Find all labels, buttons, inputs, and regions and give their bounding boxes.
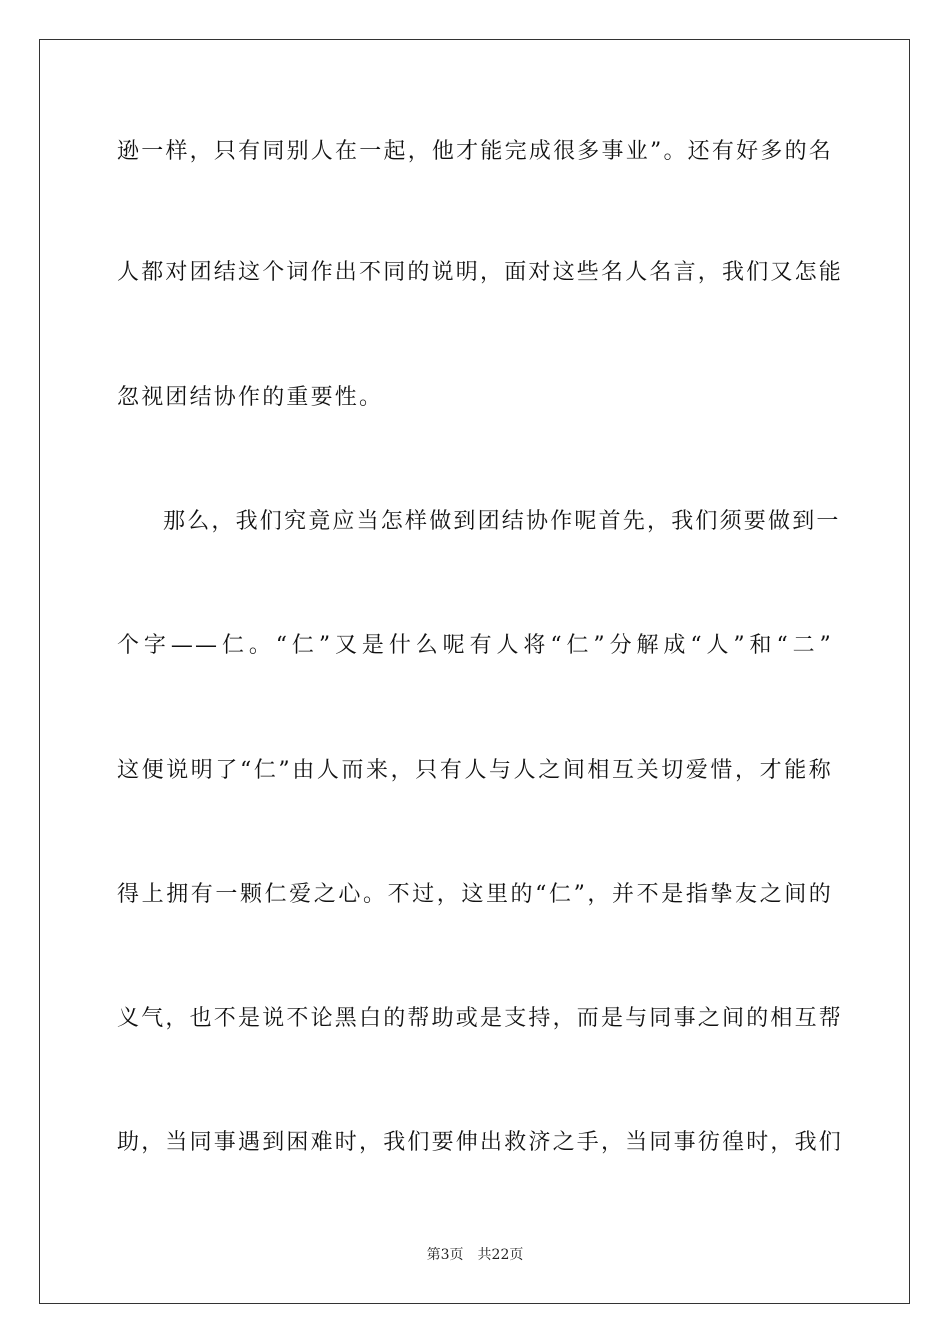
page-number-footer: 第3页 共22页: [426, 1247, 524, 1263]
body-text-line: 这便说明了“仁”由人而来，只有人与人之间相互关切爱惜，才能称: [117, 758, 833, 783]
body-text-line: 得上拥有一颗仁爱之心。不过，这里的“仁”，并不是指挚友之间的: [117, 882, 833, 907]
page-border: [39, 39, 910, 1304]
body-text-line: 义气，也不是说不论黑白的帮助或是支持，而是与同事之间的相互帮: [117, 1006, 844, 1031]
paragraph-first-line: 那么，我们究竟应当怎样做到团结协作呢首先，我们须要做到一: [163, 509, 841, 534]
body-text-line: 忽视团结协作的重要性。: [117, 385, 384, 410]
body-text-line: 个字——仁。“仁”又是什么呢有人将“仁”分解成“人”和“二”: [117, 633, 833, 658]
body-text-line: 助，当同事遇到困难时，我们要伸出救济之手，当同事彷徨时，我们: [117, 1130, 844, 1155]
body-text-line: 逊一样，只有同别人在一起，他才能完成很多事业”。还有好多的名: [117, 139, 833, 164]
body-text-line: 人都对团结这个词作出不同的说明，面对这些名人名言，我们又怎能: [117, 260, 844, 285]
